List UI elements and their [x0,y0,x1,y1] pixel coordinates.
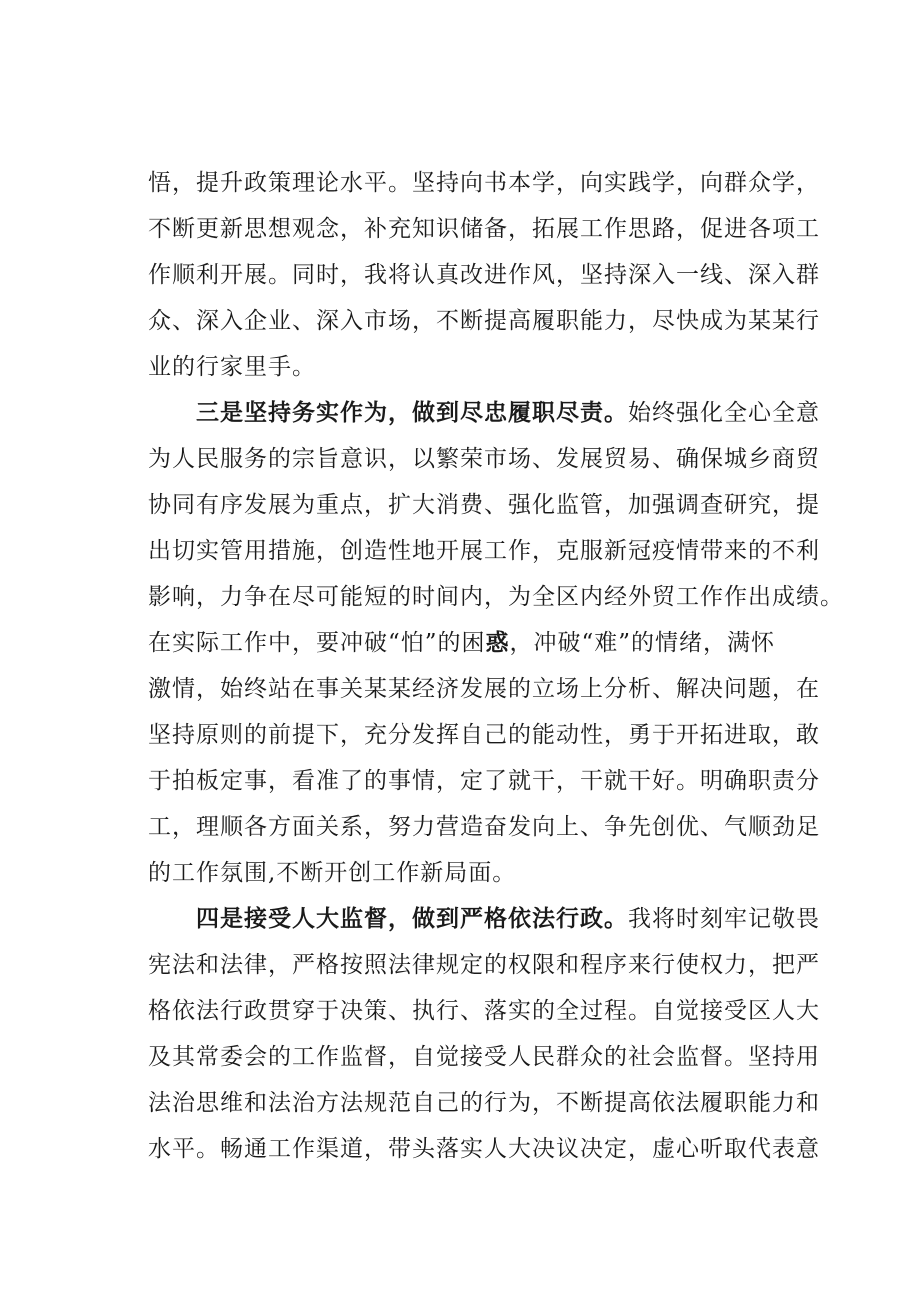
text-line: 于拍板定事，看准了的事情，定了就干，干就干好。明确职责分 [148,768,820,794]
text-line: 工，理顺各方面关系，努力营造奋发向上、争先创优、气顺劲足 [148,814,820,840]
text-line [148,620,808,666]
text-segment: ，冲破“难”的情绪，满怀 [509,630,776,656]
text-line [148,390,820,436]
text-line: 法治思维和法治方法规范自己的行为，不断提高依法履职能力和 [148,1090,820,1116]
text-line: 格依法行政贯穿于决策、执行、落实的全过程。自觉接受区人大 [148,998,820,1024]
text-line: 众、深入企业、深入市场，不断提高履职能力，尽快成为某某行 [148,308,820,334]
bold-character: 惑 [485,629,510,656]
text-line: 为人民服务的宗旨意识，以繁荣市场、发展贸易、确保城乡商贸 [148,446,820,472]
text-line: 不断更新思想观念，补充知识储备，拓展工作思路，促进各项工 [148,216,820,242]
paragraph-1 [148,160,820,390]
text-line [148,896,820,942]
text-segment: 始终强化全心全意 [628,400,820,426]
paragraph-heading: 三是坚持务实作为，做到尽忠履职尽责。 [196,399,628,426]
text-line: 出切实管用措施，创造性地开展工作，克服新冠疫情带来的不利 [148,538,820,564]
text-segment: 我将时刻牢记敬畏 [628,906,820,932]
text-line: 业的行家里手。 [148,354,316,380]
text-line: 宪法和法律，严格按照法律规定的权限和程序来行使权力，把严 [148,952,820,978]
text-line: 影响，力争在尽可能短的时间内，为全区内经外贸工作作出成绩。 [148,584,844,610]
text-segment: 在实际工作中，要冲破“怕”的困 [148,630,486,656]
paragraph-2 [148,390,844,896]
paragraph-heading: 四是接受人大监督，做到严格依法行政。 [196,905,628,932]
document-page [148,160,844,1172]
text-line: 悟，提升政策理论水平。坚持向书本学，向实践学，向群众学， [148,170,820,196]
text-line: 的工作氛围,不断开创工作新局面。 [148,860,517,886]
text-line: 作顺利开展。同时，我将认真改进作风，坚持深入一线、深入群 [148,262,820,288]
text-line: 协同有序发展为重点，扩大消费、强化监管，加强调查研究，提 [148,492,820,518]
text-line: 及其常委会的工作监督，自觉接受人民群众的社会监督。坚持用 [148,1044,820,1070]
text-line: 坚持原则的前提下，充分发挥自己的能动性，勇于开拓进取，敢 [148,722,820,748]
text-line: 水平。畅通工作渠道，带头落实人大决议决定，虚心听取代表意 [148,1136,820,1162]
paragraph-3 [148,896,820,1172]
text-line: 激情，始终站在事关某某经济发展的立场上分析、解决问题，在 [148,676,820,702]
